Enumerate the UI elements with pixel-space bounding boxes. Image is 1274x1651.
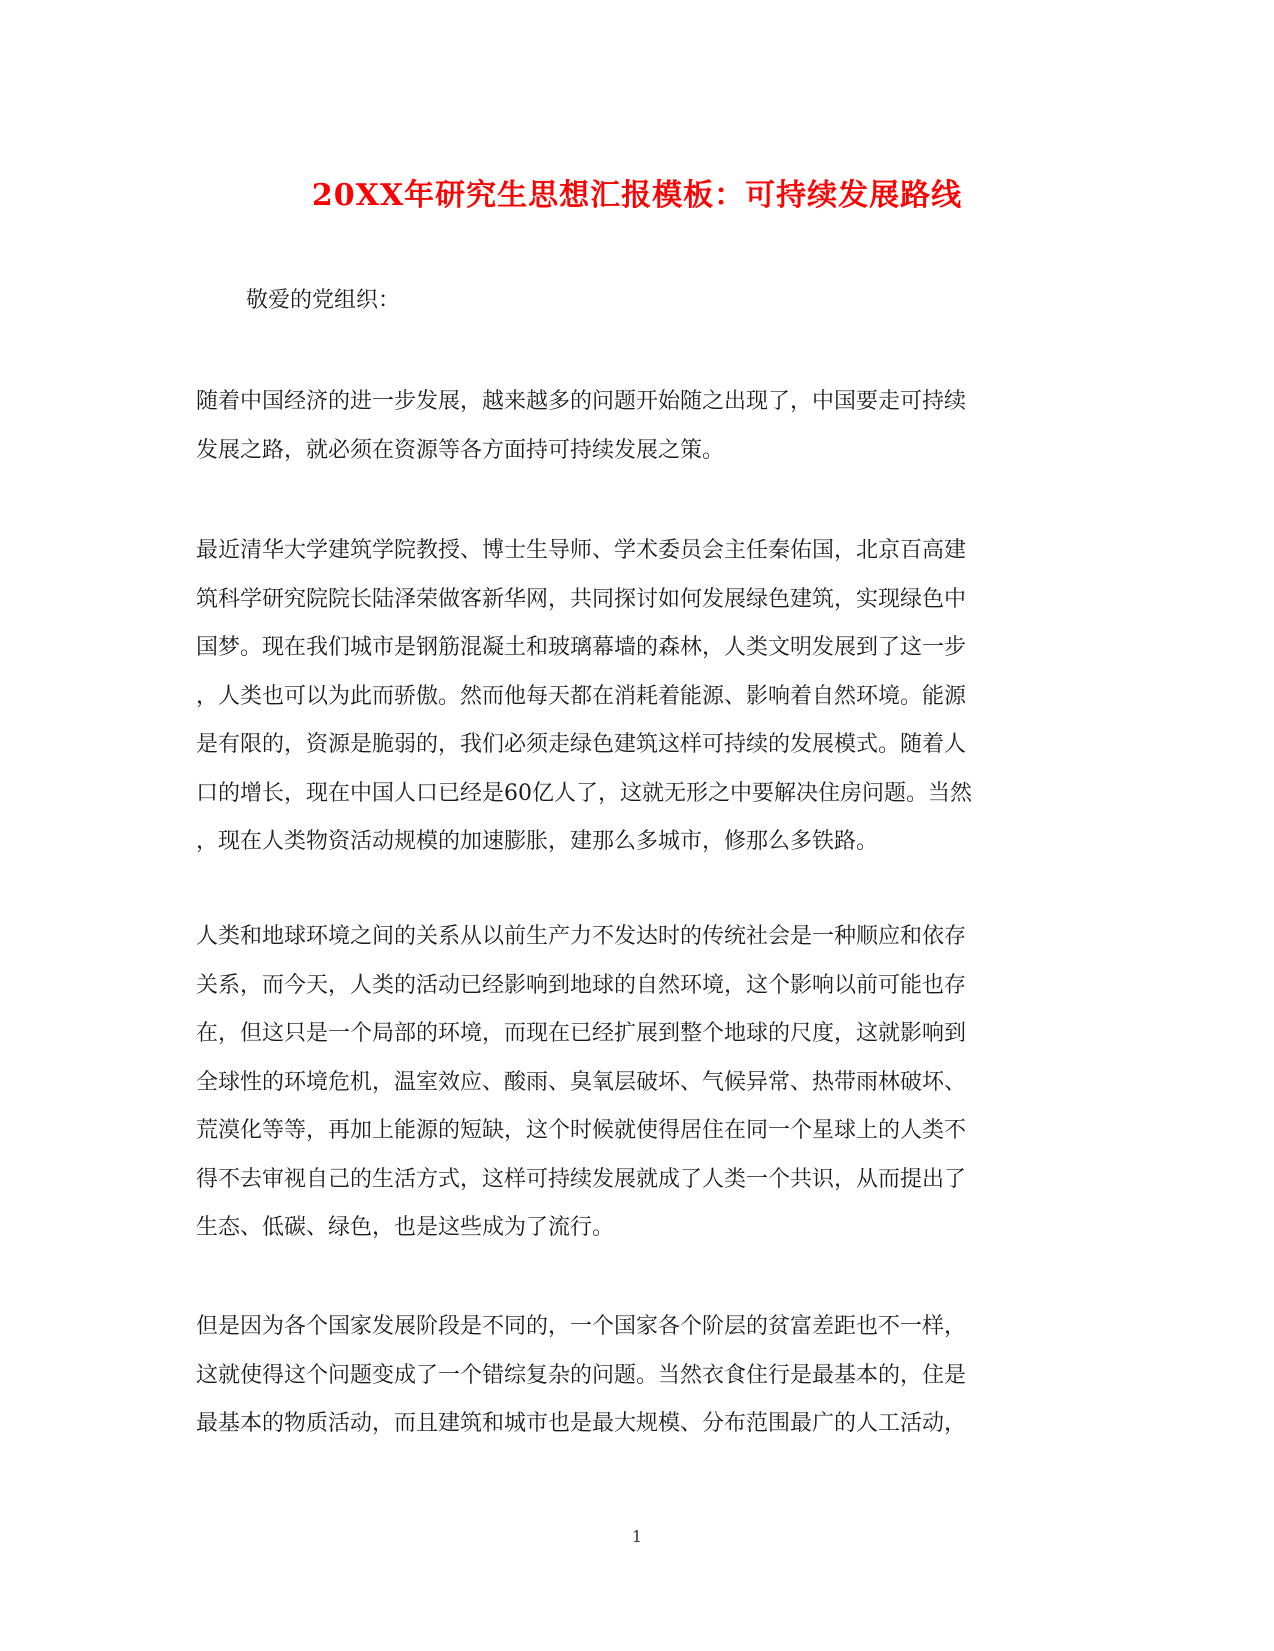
paragraph-line: 在，但这只是一个局部的环境，而现在已经扩展到整个地球的尺度，这就影响到 [196, 1021, 967, 1046]
paragraph-line: 发展之路，就必须在资源等各方面持可持续发展之策。 [196, 437, 725, 463]
paragraph-line: 国梦。现在我们城市是钢筋混凝土和玻璃幕墙的森林，人类文明发展到了这一步 [196, 635, 967, 660]
paragraph-line: 人类和地球环境之间的关系从以前生产力不发达时的传统社会是一种顺应和依存 [196, 924, 967, 949]
paragraph-1 [196, 378, 1076, 475]
paragraph-line: ，人类也可以为此而骄傲。然而他每天都在消耗着能源、影响着自然环境。能源 [196, 683, 967, 709]
paragraph-line: 筑科学研究院院长陆泽荣做客新华网，共同探讨如何发展绿色建筑，实现绿色中 [196, 586, 967, 612]
paragraph-line: 荒漠化等等，再加上能源的短缺，这个时候就使得居住在同一个星球上的人类不 [196, 1118, 967, 1143]
paragraph-line: 口的增长，现在中国人口已经是60亿人了，这就无形之中要解决住房问题。当然 [196, 780, 972, 806]
paragraph-line: 得不去审视自己的生活方式，这样可持续发展就成了人类一个共识，从而提出了 [196, 1166, 967, 1192]
paragraph-line: 这就使得这个问题变成了一个错综复杂的问题。当然衣食住行是最基本的，住是 [196, 1362, 967, 1388]
paragraph-2 [196, 527, 1076, 867]
paragraph-line: 最基本的物质活动，而且建筑和城市也是最大规模、分布范围最广的人工活动， [196, 1411, 967, 1436]
paragraph-4 [196, 1303, 1076, 1449]
paragraph-3 [196, 913, 1076, 1253]
paragraph-line: ，现在人类物资活动规模的加速膨胀，建那么多城市，修那么多铁路。 [196, 829, 879, 854]
page-number: 1 [631, 1527, 643, 1546]
paragraph-line: 关系，而今天，人类的活动已经影响到地球的自然环境，这个影响以前可能也存 [196, 972, 967, 998]
paragraph-line: 随着中国经济的进一步发展，越来越多的问题开始随之出现了，中国要走可持续 [196, 389, 967, 414]
paragraph-line: 但是因为各个国家发展阶段是不同的，一个国家各个阶层的贫富差距也不一样， [196, 1314, 967, 1339]
paragraph-line: 生态、低碳、绿色，也是这些成为了流行。 [196, 1215, 615, 1240]
salutation: 敬爱的党组织： [246, 288, 401, 313]
paragraph-line: 全球性的环境危机，温室效应、酸雨、臭氧层破坏、气候异常、热带雨林破坏、 [196, 1069, 967, 1095]
document-title: 20XX年研究生思想汇报模板：可持续发展路线 [311, 178, 963, 213]
paragraph-line: 是有限的，资源是脆弱的，我们必须走绿色建筑这样可持续的发展模式。随着人 [196, 732, 967, 757]
paragraph-line: 最近清华大学建筑学院教授、博士生导师、学术委员会主任秦佑国，北京百高建 [196, 538, 967, 563]
